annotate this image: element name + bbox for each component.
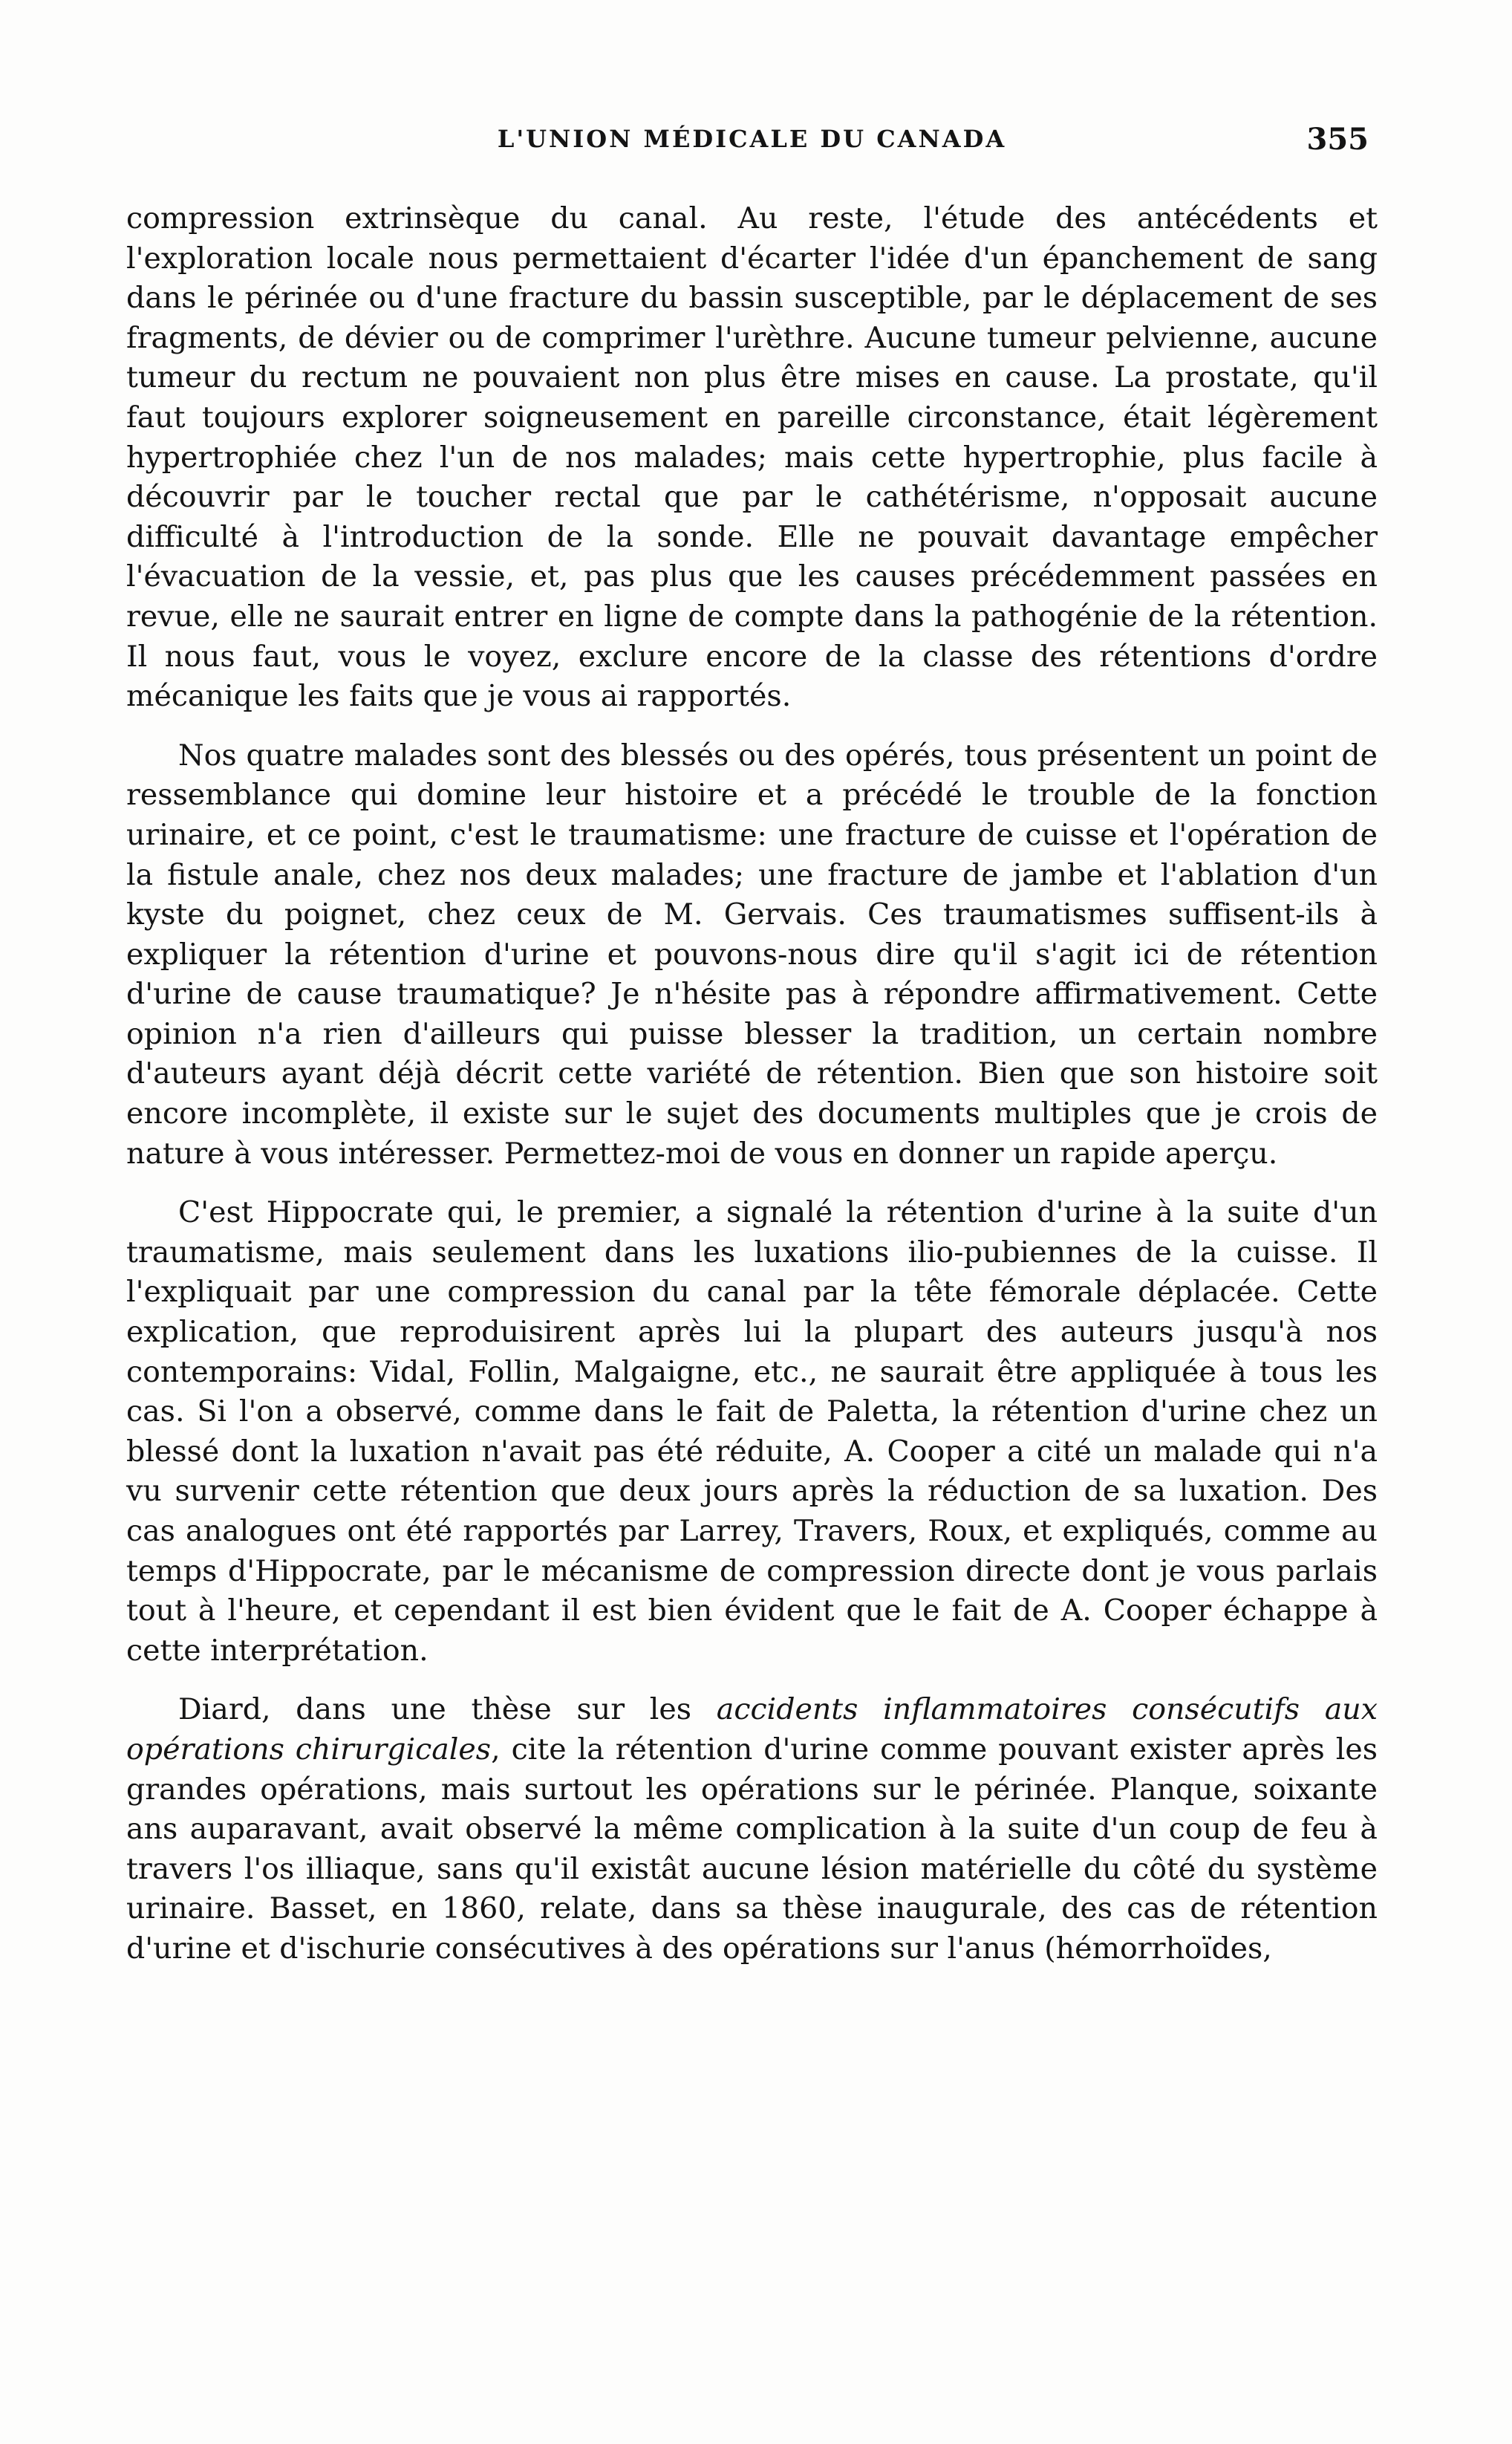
paragraph: C'est Hippocrate qui, le premier, a signalé la rétention d'urine à la suite d'un traumatisme, mais seulement dans les luxations ilio-pubiennes de la cuisse. Il l'expliquait par une compression du canal par la tête fémorale déplacée. Cette explication, que reproduisirent après lui la plupart des auteurs jusqu'à nos contemporains: Vidal, Follin, Malgaigne, etc., ne saurait être appliquée à tous les cas. Si l'on a observé, comme dans le fait de Paletta, la rétention d'urine chez un blessé dont la luxation n'avait pas été réduite, A. Cooper a cité un malade qui n'a vu survenir cette rétention que deux jours après la réduction de sa luxation. Des cas analogues ont été rapportés par Larrey, Travers, Roux, et expliqués, comme au temps d'Hippocrate, par le mécanisme de compression directe dont je vous parlais tout à l'heure, et cependant il est bien évident que le fait de A. Cooper échappe à cette interprétation. <box>126 1195 1378 1668</box>
paragraph-text: Diard, dans une thèse sur les <box>178 1692 717 1727</box>
paragraph <box>126 1690 1378 1969</box>
running-head <box>126 122 1378 162</box>
body-text <box>126 199 1378 1969</box>
journal-title: L'UNION MÉDICALE DU CANADA <box>497 125 1007 153</box>
paragraph: compression extrinsèque du canal. Au reste, l'étude des antécédents et l'exploration locale nous permettaient d'écarter l'idée d'un épanchement de sang dans le périnée ou d'une fracture du bassin susceptible, par le déplacement de ses fragments, de dévier ou de comprimer l'urèthre. Aucune tumeur pelvienne, aucune tumeur du rectum ne pouvaient non plus être mises en cause. La prostate, qu'il faut toujours explorer soigneusement en pareille circonstance, était légèrement hypertrophiée chez l'un de nos malades; mais cette hypertrophie, plus facile à découvrir par le toucher rectal que par le cathétérisme, n'opposait aucune difficulté à l'introduction de la sonde. Elle ne pouvait davantage empêcher l'évacuation de la vessie, et, pas plus que les causes précédemment passées en revue, elle ne saurait entrer en ligne de compte dans la pathogénie de la rétention. Il nous faut, vous le voyez, exclure encore de la classe des rétentions d'ordre mécanique les faits que je vous ai rapportés. <box>126 201 1378 714</box>
paragraph-text: , cite la rétention d'urine comme pouvant exister après les grandes opérations, mais surtout les opérations sur le périnée. Planque, soixante ans auparavant, avait observé la même complication à la suite d'un coup de feu à travers l'os illiaque, sans qu'il existât aucune lésion matérielle du côté du système urinaire. Basset, en 1860, relate, dans sa thèse inaugurale, des cas de rétention d'urine et d'ischurie consécutives à des opérations sur l'anus (hémorrhoïdes, <box>126 1732 1378 1966</box>
page-number: 355 <box>1306 122 1369 157</box>
italic-title: accidents inflammatoires consécutifs aux opérations chirurgicales <box>126 1692 1378 1767</box>
paragraph: Nos quatre malades sont des blessés ou des opérés, tous présentent un point de ressemblance qui domine leur histoire et a précédé le trouble de la fonction urinaire, et ce point, c'est le traumatisme: une fracture de cuisse et l'opération de la fistule anale, chez nos deux malades; une fracture de jambe et l'ablation d'un kyste du poignet, chez ceux de M. Gervais. Ces traumatismes suffisent-ils à expliquer la rétention d'urine et pouvons-nous dire qu'il s'agit ici de rétention d'urine de cause traumatique? Je n'hésite pas à répondre affirmativement. Cette opinion n'a rien d'ailleurs qui puisse blesser la tradition, un certain nombre d'auteurs ayant déjà décrit cette variété de rétention. Bien que son histoire soit encore incomplète, il existe sur le sujet des documents multiples que je crois de nature à vous intéresser. Permettez-moi de vous en donner un rapide aperçu. <box>126 738 1378 1171</box>
